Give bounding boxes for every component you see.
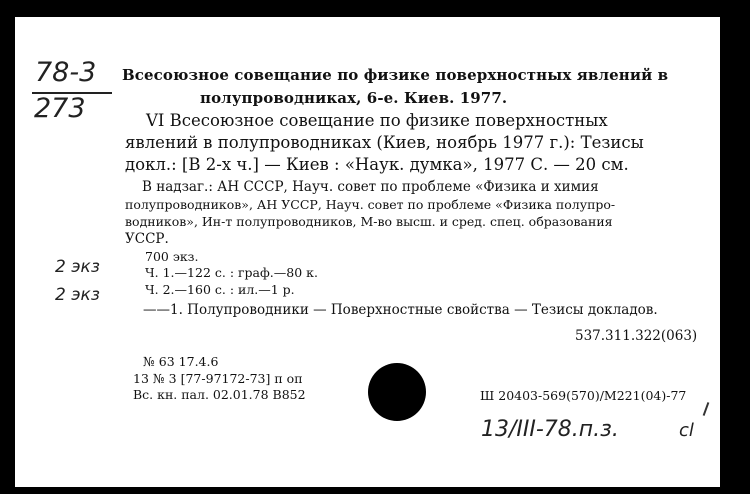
title-line-1: VI Всесоюзное совещание по физике поверхностных (146, 111, 608, 130)
copies-count: 700 экз. (145, 249, 199, 264)
handwritten-mark: cl (679, 420, 694, 441)
heading-line-2: полупроводниках, 6-е. Киев. 1977. (200, 89, 508, 107)
catalog-code: Ш 20403-569(570)/М221(04)-77 (480, 388, 687, 403)
record-line-2: 13 № 3 [77-97172-73] п оп (133, 371, 303, 386)
note-line-1: В надзаг.: АН СССР, Науч. совет по проблеме «Физика и химия (142, 179, 599, 195)
punch-hole (368, 363, 426, 421)
handwritten-copies-1: 2 экз (55, 257, 100, 277)
catalog-card (15, 17, 720, 487)
part-2: Ч. 2.—160 с. : ил.—1 р. (145, 282, 295, 297)
subject-line: ——1. Полупроводники — Поверхностные свойства — Тезисы докладов. (143, 302, 658, 318)
record-line-3: Вс. кн. пал. 02.01.78 В852 (133, 387, 306, 402)
udc-code: 537.311.322(063) (575, 328, 698, 344)
title-line-3: докл.: [В 2-х ч.] — Киев : «Наук. думка», 1977 С. — 20 см. (125, 155, 629, 174)
part-1: Ч. 1.—122 с. : граф.—80 к. (145, 265, 318, 280)
shelfmark-bottom: 273 (34, 93, 86, 124)
note-line-4: УССР. (125, 231, 169, 247)
note-line-3: водников», Ин-т полупроводников, М-во высш. и сред. спец. образования (125, 214, 613, 229)
heading-line-1: Всесоюзное совещание по физике поверхностных явлений в (122, 66, 669, 84)
handwritten-date: 13/III-78.п.з. (481, 417, 619, 442)
handwritten-copies-2: 2 экз (55, 285, 100, 305)
record-line-1: № 63 17.4.6 (143, 354, 219, 369)
shelfmark-top: 78-3 (35, 57, 97, 88)
note-line-2: полупроводников», АН УССР, Науч. совет по проблеме «Физика полупро- (125, 197, 616, 212)
tick-mark (703, 402, 710, 416)
title-line-2: явлений в полупроводниках (Киев, ноябрь 1977 г.): Тезисы (125, 133, 644, 152)
